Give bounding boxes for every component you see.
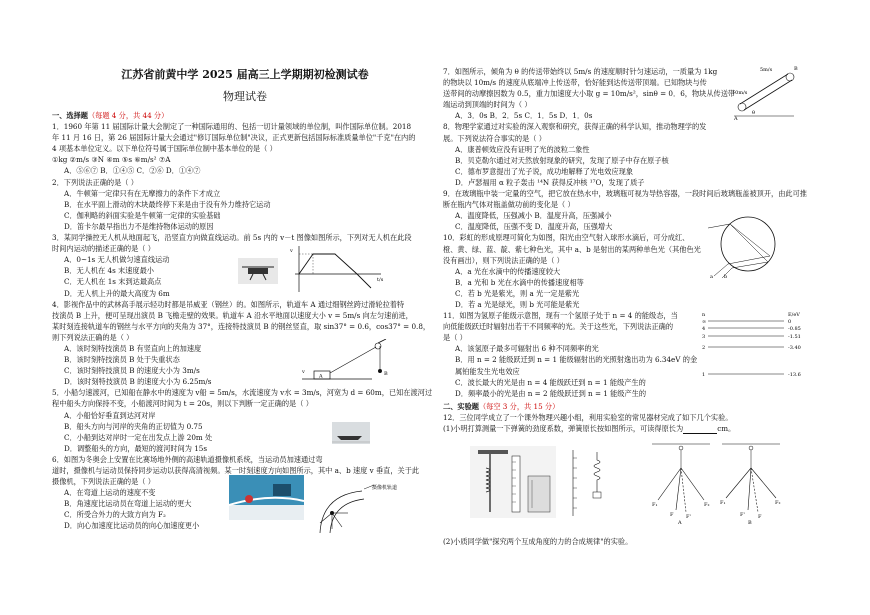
svg-text:-0.85: -0.85 <box>788 326 801 332</box>
track-label: 摄像机轨道 <box>372 485 398 491</box>
svg-text:F': F' <box>686 514 691 520</box>
question-6: 6．如图为冬奥会上安置在比赛场地外侧的高速轨道摄像机系统，当运动员加速通过弯 道时，摄像机与运动员保持同步运动以获得高清视频。某一时刻速度方向如图所示，其中 a、b 速度 v 垂直，关于此 摄像机，下列说法正确的是（ ） A．在弯道上运动的速度不变 B．角速度比运动员在弯道上运动的更大 C．所受合外力的大致方向为 F₂ D．向心加速度比运动员的向心加速度更小 <box>52 454 420 531</box>
svg-text:A: A <box>319 373 323 380</box>
svg-text:4: 4 <box>702 326 706 332</box>
svg-text:B: B <box>748 520 752 524</box>
svg-text:-1.51: -1.51 <box>788 334 801 340</box>
svg-text:a: a <box>710 274 713 280</box>
svg-text:F₂: F₂ <box>704 502 710 508</box>
svg-text:A: A <box>678 520 682 524</box>
ski-track-photo <box>229 475 304 520</box>
svg-text:5m/s: 5m/s <box>760 67 773 73</box>
q12-part2: (2)小质同学做"探究两个互成角度的力的合成规律"的实验。 <box>443 537 633 546</box>
velocity-time-graph <box>285 244 385 294</box>
q1-options: A．⑤⑥⑦ B．①④⑤ C．②⑥ D．①④⑦ <box>64 166 201 176</box>
force-diagram-b <box>718 440 784 524</box>
energy-level-diagram <box>700 312 810 384</box>
svg-text:b: b <box>724 274 728 280</box>
svg-text:F₁: F₁ <box>720 500 726 506</box>
drone-photo <box>238 258 278 284</box>
svg-text:B: B <box>384 371 388 377</box>
svg-text:F: F <box>670 512 674 518</box>
svg-text:F': F' <box>740 512 745 518</box>
svg-text:t/s: t/s <box>377 277 384 283</box>
svg-text:2: 2 <box>702 345 706 351</box>
stunt-rig-figure <box>298 339 408 387</box>
water-droplet-figure <box>708 212 792 280</box>
page-title: 江苏省前黄中学 2025 届高三上学期期初检测试卷 <box>121 68 369 81</box>
svg-text:-13.6: -13.6 <box>788 372 801 378</box>
question-3: 3．某同学操控无人机从地面起飞，沿竖直方向做直线运动。前 5s 内的 v－t 图像如图所示，下列对无人机在此段 时间内运动的描述正确的是（ ） A．0~1s 无人机做匀速直线运动 B．无人机在 4s 末速度最小 C．无人机在 1s 末到达最高点 D．无人机上升的最大高度为 6m <box>52 233 412 298</box>
page-subtitle: 物理试卷 <box>223 90 267 103</box>
question-2: 2．下列说法正确的是（ ） A．牛顿第一定律只有在无摩擦力的条件下才成立 B．在水平面上滑动的木块最终停下来是由于没有外力维持它运动 C．伽利略的斜面实验是牛顿第一定律的实验基础 D．笛卡尔最早指出力不是维持物体运动的原因 <box>52 177 271 231</box>
spring-ruler-photo <box>470 446 556 518</box>
svg-text:v: v <box>290 248 293 254</box>
question-12: 12．三位同学成立了一个课外物理兴趣小组，利用实验室的常见器材完成了如下几个实验。 (1)小明打算测量一下弹簧的劲度系数，弹簧原长按如图所示，可读得原长为 cm。 <box>443 412 736 433</box>
conveyor-belt-figure <box>730 64 800 122</box>
svg-text:E/eV: E/eV <box>788 312 800 318</box>
question-8: 8．物理学家通过对实验的深入观察和研究，获得正确的科学认知，推动物理学的发 展。下列说法符合事实的是（ ） A．康普顿效应没有证明了光的波粒二象性 B．贝克勒尔通过对天然放射现象的研究，发现了原子中存在原子核 C．德布罗意提出了光子说，成功地解释了光电效应现象 D．卢瑟福用 α 粒子轰击 ¹⁴N 获得反冲核 ¹⁷O，发现了质子 <box>443 122 707 187</box>
svg-text:F₁: F₁ <box>652 502 658 508</box>
camera-track-diagram <box>312 483 402 538</box>
answer-blank[interactable] <box>683 425 717 434</box>
svg-text:3: 3 <box>702 334 706 340</box>
question-11: 11．如图为氢原子能级示意图，现有一个氢原子处于 n = 4 的能级态，当 向低能级跃迁时辐射出若干不同频率的光。关于这些光，下列说法正确的 是（ ） A．该氢原子最多可辐射出 6 种不同频率的光 B．用 n = 2 能级跃迁到 n = 1 能级辐射出的光照射逸出功为 6.34eV 的金 属铂能发生光电效应 C．波长最大的光是由 n = 4 能级跃迁到 n = 1 能级产生的 D．频率最小的光是由 n = 2 能级跃迁到 n = 1 能级产生的 <box>443 311 698 398</box>
svg-text:B: B <box>794 66 798 72</box>
boat-photo <box>332 422 370 444</box>
question-5: 5．小船匀速渡河，已知船在静水中的速度为 v船 = 5m/s，水流速度为 v水 = 3m/s，河宽为 d = 60m，已知在渡河过 程中船头方向保持不变，小船渡河时间为 t = 20s，则以下判断一定正确的是（ ） A．小船恰好垂直到达河对岸 B．船头方向与河岸的夹角的正切值为 0.75 C．小船到达对岸时一定在出发点上游 20m 处 D．调整船头的方向，最短的渡河时间为 15s <box>52 388 433 453</box>
force-diagram-a <box>648 440 714 524</box>
svg-text:-3.40: -3.40 <box>788 345 801 351</box>
question-4: 4．影视作品中的武林高手展示轻功时都是吊威亚（钢丝）的。如图所示，轨道车 A 通过细钢丝跨过滑轮拉着特 技演员 B 上升，便可呈现出演员 B 飞檐走壁的效果。轨道车 A 沿水平地面以速度大小 v = 5m/s 向左匀速前进， 某时刻连接轨道车的钢丝与水平方向的夹角为 37°，连接特技演员 B 的钢丝竖直，取 sin37° = 0.6，cos37° = 0.8， 则下列说法正确的是（ ） A．该时刻特技演员 B 有竖直向上的加速度 B．该时刻特技演员 B 处于失重状态 C．该时刻特技演员 B 的速度大小为 3m/s D．该时刻特技演员 B 的速度大小为 6.25m/s <box>52 299 431 387</box>
svg-text:1: 1 <box>702 372 706 378</box>
spring-scale-figure <box>567 448 617 518</box>
svg-text:∞: ∞ <box>702 319 707 325</box>
section-heading: 一、选择题（每题 4 分，共 44 分） <box>52 111 169 120</box>
svg-text:v: v <box>302 369 305 375</box>
svg-text:F₂: F₂ <box>775 500 781 506</box>
question-1: 1．1960 年第 11 届国际计量大会制定了一种国际通用的、包括一切计量领域的单位制，叫作国际单位制。2018 年 11 月 16 日，第 26 届国际计量大会通过"修订国际单位制"决议，正式更新包括国际标准质量单位"千克"在内的 4 项基本单位定义。以下单位符号属于国际单位制中基本单位的是（ ） ①kg ②m/s ③N ④m ⑤s ⑥m/s² ⑦A A．⑤⑥⑦ B．①④⑤ C．②⑥ D．①④⑦ <box>52 121 438 176</box>
svg-text:A: A <box>734 116 738 122</box>
svg-text:F: F <box>758 514 762 520</box>
section-heading-experiment: 二、实验题（每空 3 分，共 15 分） <box>443 401 560 411</box>
question-9: 9．在玻璃瓶中装一定量的空气，把它放在热水中，玻璃瓶可视为导热容器，一段时间后玻璃瓶盖被顶开，由此可推 断在瓶内气体对瓶盖做功前的变化是（ ） A．温度降低，压强减小 B．温度升高，压强减小 C．温度降低，压强不变 D．温度升高，压强增大 <box>443 189 807 232</box>
svg-text:θ: θ <box>752 110 756 116</box>
svg-text:0: 0 <box>788 319 792 325</box>
question-10: 10．彩虹的形成原理可简化为如图，阳光由空气射入球形水滴后，可分成红、 橙、黄、绿、蓝、靛、紫七种色光，其中 a、b 是射出的某两种单色光（其他色光 没有画出），则下列说法正确的是（ ） A．a 光在水滴中的传播速度较大 B．a 光和 b 光在水滴中的传播速度相等 C．若 b 光是紫光，则 a 光一定是紫光 D．若 a 光是绿光，则 b 光可能是紫光 <box>443 233 701 309</box>
svg-text:10m/s: 10m/s <box>732 90 748 96</box>
svg-text:n: n <box>702 312 706 318</box>
question-7: 7．如图所示，倾角为 θ 的传送带始终以 5m/s 的速度顺时针匀速运动，一质量为 1kg 的物块以 10m/s 的速度从底端冲上传送带，恰好能到达传送带顶端。已知物块与传 送带间的动摩擦因数为 0.5，重力加速度大小取 g = 10m/s²，sinθ = 0．6，物块从传送带 端运动到顶端的时间为（ ） A．3．0s B．2．5s C．1．5s D．1．0s <box>443 67 736 121</box>
